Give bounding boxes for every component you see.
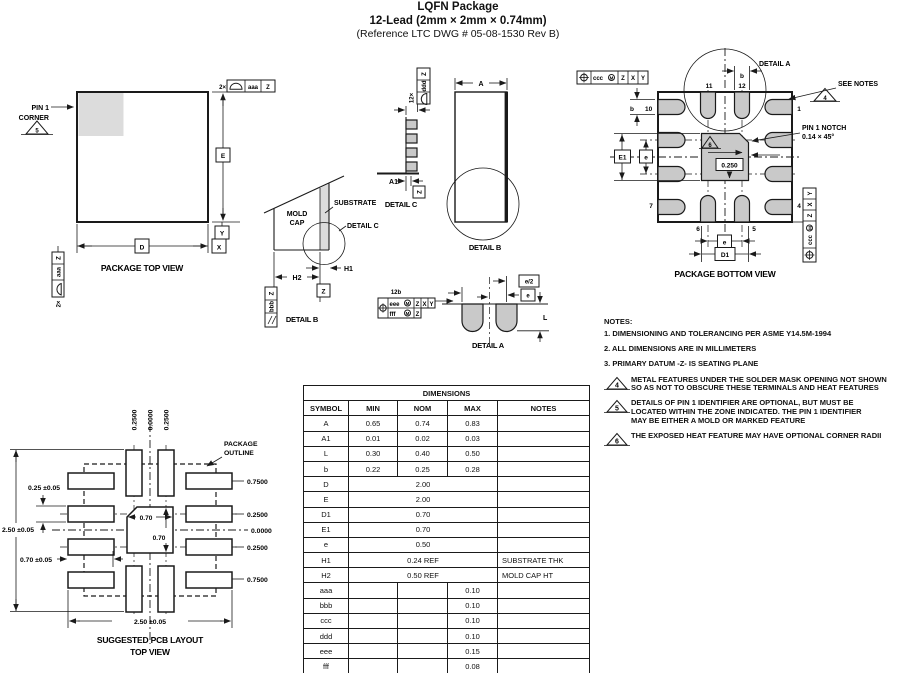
pcb-pad	[158, 450, 174, 496]
dim-L-label: L	[543, 315, 548, 322]
fcf-profile-aaa-top	[219, 80, 275, 92]
fcf-position-ccc-top	[577, 71, 648, 84]
dimensions-table	[303, 385, 590, 673]
table-cell	[498, 522, 590, 537]
datum-X-label: X	[216, 244, 222, 252]
table-cell: 0.03	[448, 431, 498, 446]
table-cell: 0.50	[448, 446, 498, 461]
detail-a-view	[378, 275, 549, 350]
table-cell	[398, 629, 448, 644]
terminal-pad-3	[765, 167, 792, 182]
table-cell: D	[304, 477, 349, 492]
table-row	[304, 416, 590, 431]
table-cell: 0.25	[398, 461, 448, 476]
fcf-profile-ddd	[410, 68, 431, 105]
fcf-tolerance: aaa	[247, 85, 259, 91]
dim-D-label: D	[139, 244, 145, 252]
table-cell: eee	[304, 644, 349, 659]
table-cell: A1	[304, 431, 349, 446]
terminal-pad	[496, 304, 517, 332]
table-cell	[398, 598, 448, 613]
table-cell: 0.10	[448, 583, 498, 598]
pin1-corner-shading	[79, 93, 124, 136]
terminal-pad-8	[658, 167, 685, 182]
overall-width-dim: 2.50 ±0.05	[133, 619, 167, 626]
fcf-parallel-bbb	[265, 287, 277, 327]
table-cell: 0.83	[448, 416, 498, 431]
table-cell: aaa	[304, 583, 349, 598]
mold-cap-label: CAP	[289, 220, 305, 227]
table-row	[304, 522, 590, 537]
fcf-datum: X	[630, 76, 636, 82]
table-cell: 0.22	[349, 461, 398, 476]
table-cell	[498, 644, 590, 659]
see-notes-label: SEE NOTES	[838, 81, 879, 88]
table-row	[304, 553, 590, 568]
table-row	[304, 537, 590, 552]
table-title: DIMENSIONS	[304, 386, 590, 401]
table-cell: SUBSTRATE THK	[498, 553, 590, 568]
note-text: 2. ALL DIMENSIONS ARE IN MILLIMETERS	[604, 344, 757, 354]
pin-number-1: 1	[797, 106, 801, 113]
table-cell: MOLD CAP HT	[498, 568, 590, 583]
table-cell	[498, 446, 590, 461]
dim-e-label: e	[526, 293, 530, 300]
detail-b-caption: DETAIL B	[285, 315, 319, 324]
pcb-pad	[186, 539, 232, 555]
dimensions-table-head	[304, 386, 590, 416]
table-cell: 0.10	[448, 629, 498, 644]
dim-0250-label: 0.250	[721, 162, 738, 170]
table-cell: 0.08	[448, 659, 498, 673]
terminal-pad	[462, 304, 483, 332]
detail-a-ref-label: DETAIL A	[759, 61, 791, 68]
dim-E-label: E	[220, 153, 226, 160]
svg-text:M: M	[609, 75, 614, 81]
table-cell: D1	[304, 507, 349, 522]
notes-heading: NOTES:	[604, 317, 633, 326]
terminal-pad-11	[701, 92, 716, 119]
terminal-pad-10	[658, 100, 685, 115]
table-row	[304, 446, 590, 461]
pcb-pad	[186, 473, 232, 489]
pcb-pad	[68, 473, 114, 489]
pin-number-11: 11	[705, 83, 713, 90]
table-cell: E	[304, 492, 349, 507]
table-cell: b	[304, 461, 349, 476]
package-size: 12-Lead (2mm × 2mm × 0.74mm)	[369, 14, 547, 27]
table-cell: 0.01	[349, 431, 398, 446]
table-cell	[398, 583, 448, 598]
terminal-pad-4	[765, 200, 792, 215]
table-cell: 0.02	[398, 431, 448, 446]
detail-b-caption: DETAIL B	[468, 243, 502, 252]
fcf-datum: Z	[415, 301, 420, 308]
pin-number-4: 4	[797, 203, 801, 210]
fcf-tolerance: ccc	[808, 234, 814, 246]
substrate-label: SUBSTRATE	[334, 200, 377, 207]
offset-label: 0.7500	[247, 479, 268, 486]
fcf-datum: Z	[621, 76, 625, 82]
detail-c-caption: DETAIL C	[384, 200, 418, 209]
table-cell: 0.30	[349, 446, 398, 461]
table-row	[304, 492, 590, 507]
pcb-pad	[158, 566, 174, 612]
table-cell	[498, 416, 590, 431]
pcb-pad	[126, 566, 142, 612]
drawing-reference: (Reference LTC DWG # 05-08-1530 Rev B)	[356, 28, 560, 40]
offset-label: 0.2500	[163, 409, 171, 431]
offset-label: 0.7500	[247, 577, 268, 584]
svg-text:5: 5	[615, 405, 619, 413]
package-top-view	[19, 80, 275, 307]
table-cell	[349, 629, 398, 644]
datum-Z-label: Z	[417, 190, 424, 194]
note-ref-number: 4	[823, 95, 827, 102]
table-cell	[498, 477, 590, 492]
center-pad-height-label: 0.70	[152, 535, 166, 542]
table-cell: H1	[304, 553, 349, 568]
side-profile-view	[447, 78, 519, 252]
table-cell	[349, 598, 398, 613]
svg-text:M: M	[405, 310, 410, 316]
offset-label: 0.2500	[247, 545, 268, 552]
fcf-datum: Z	[266, 85, 270, 91]
table-cell: 0.40	[398, 446, 448, 461]
package-outline-label: OUTLINE	[224, 450, 254, 457]
terminal-pad-9	[658, 133, 685, 148]
table-row	[304, 598, 590, 613]
table-cell: 0.50 REF	[349, 568, 498, 583]
table-cell	[398, 659, 448, 673]
table-cell: 0.74	[398, 416, 448, 431]
dim-A1-label: A1	[389, 179, 398, 186]
package-bottom-view	[577, 48, 878, 279]
fcf-tolerance: fff	[389, 311, 396, 318]
table-cell	[498, 461, 590, 476]
table-row	[304, 507, 590, 522]
pin-number-5: 5	[752, 226, 756, 233]
pcb-pad	[186, 572, 232, 588]
pin1-notch-size-label: 0.14 × 45°	[802, 134, 835, 141]
note-item	[604, 432, 916, 450]
detail-a-caption: DETAIL A	[471, 341, 505, 350]
fcf-tolerance: ccc	[593, 76, 604, 82]
fcf-datum: X	[422, 301, 427, 308]
fcf-datum: Z	[415, 311, 420, 318]
table-cell	[498, 431, 590, 446]
pcb-layout-caption: SUGGESTED PCB LAYOUT	[96, 635, 204, 645]
note-text: DETAILS OF PIN 1 IDENTIFIER ARE OPTIONAL, BUT MUST BE LOCATED WITHIN THE ZONE INDICATED. THE PIN 1 IDENTIFIER MAY BE EITHER A MOLD OR MARKED FEATURE	[631, 398, 862, 426]
table-cell	[349, 613, 398, 628]
pin-number-10: 10	[645, 106, 653, 113]
table-row	[304, 613, 590, 628]
table-cell	[498, 507, 590, 522]
datum-Z-label: Z	[321, 288, 326, 296]
table-row	[304, 659, 590, 673]
svg-text:M: M	[807, 226, 813, 230]
offset-label: 0.2500	[247, 512, 268, 519]
notes-section	[604, 318, 916, 456]
table-cell	[349, 644, 398, 659]
dim-e-label: e	[644, 154, 648, 162]
note-text: 3. PRIMARY DATUM -Z- IS SEATING PLANE	[604, 359, 759, 369]
table-row	[304, 583, 590, 598]
col-header-min: MIN	[349, 401, 398, 416]
pin1-corner-label: PIN 1	[31, 105, 49, 112]
fcf-count: 2×	[56, 300, 63, 308]
fcf-datum: X	[808, 202, 814, 207]
table-row	[304, 568, 590, 583]
side-view-mold-substrate	[264, 176, 379, 327]
table-cell: 0.50	[349, 537, 498, 552]
terminal-pad-5	[735, 196, 750, 223]
table-cell: ccc	[304, 613, 349, 628]
fcf-datum: Z	[808, 213, 814, 218]
fcf-tolerance: ddd	[422, 80, 428, 92]
table-cell	[398, 613, 448, 628]
package-outline-label: PACKAGE	[224, 441, 258, 448]
table-cell: 0.10	[448, 613, 498, 628]
detail-c-view	[377, 68, 430, 209]
table-cell: e	[304, 537, 349, 552]
note-ref-number: 6	[708, 143, 712, 149]
table-cell: E1	[304, 522, 349, 537]
table-cell: bbb	[304, 598, 349, 613]
mold-cap-label: MOLD	[286, 211, 308, 218]
fcf-tolerance: bbb	[269, 301, 276, 312]
fcf-datum: Y	[640, 76, 646, 82]
table-cell	[398, 644, 448, 659]
bottom-view-caption: PACKAGE BOTTOM VIEW	[674, 269, 776, 279]
fcf-position-eee-fff	[378, 290, 453, 318]
col-header-nom: NOM	[398, 401, 448, 416]
note-text: 1. DIMENSIONING AND TOLERANCING PER ASME Y14.5M-1994	[604, 328, 832, 338]
col-header-symbol: SYMBOL	[304, 401, 349, 416]
table-cell	[349, 583, 398, 598]
exposed-heat-pad	[702, 134, 749, 181]
table-row	[304, 644, 590, 659]
table-cell: 2.00	[349, 492, 498, 507]
note5-triangle-icon	[21, 121, 53, 135]
dimensions-table-body	[304, 416, 590, 673]
table-cell: 0.70	[349, 507, 498, 522]
pcb-layout-view	[2, 409, 272, 657]
fcf-datum: Y	[429, 301, 434, 308]
terminal-pad-1	[765, 100, 792, 115]
fcf-count: 12b	[390, 290, 402, 296]
fcf-profile-aaa-left	[52, 246, 64, 307]
dim-b-label: b	[740, 73, 744, 80]
table-cell	[498, 598, 590, 613]
table-row	[304, 431, 590, 446]
table-cell	[498, 492, 590, 507]
fcf-count: 12×	[409, 92, 416, 104]
pin1-notch-label: PIN 1 NOTCH	[802, 125, 847, 132]
note-item	[604, 376, 916, 394]
dim-e-label: e	[722, 239, 727, 247]
pad-length-dim: 0.70 ±0.05	[20, 557, 53, 564]
col-header-notes: NOTES	[498, 401, 590, 416]
table-cell: 0.28	[448, 461, 498, 476]
note-item	[604, 399, 916, 425]
note-triangle-icon	[604, 399, 631, 417]
fcf-datum: Z	[269, 291, 276, 296]
table-cell	[498, 537, 590, 552]
top-view-caption: PACKAGE TOP VIEW	[100, 263, 184, 273]
terminal-pad-6	[701, 196, 716, 223]
table-cell	[498, 629, 590, 644]
fcf-tolerance: aaa	[56, 266, 63, 278]
note-triangle-icon	[604, 376, 631, 394]
table-cell: 0.15	[448, 644, 498, 659]
pad-width-dim: 0.25 ±0.05	[28, 485, 61, 492]
svg-text:4: 4	[615, 382, 619, 390]
offset-label: 0.0000	[147, 409, 155, 431]
offset-label: 0.0000	[251, 528, 272, 535]
table-row	[304, 461, 590, 476]
note-text: THE EXPOSED HEAT FEATURE MAY HAVE OPTIONAL CORNER RADII	[631, 430, 882, 440]
fcf-tolerance: eee	[389, 301, 400, 308]
terminal-pad-7	[658, 200, 685, 215]
table-cell: 0.70	[349, 522, 498, 537]
note-ref-number: 5	[35, 128, 39, 135]
col-header-max: MAX	[448, 401, 498, 416]
table-cell: 0.65	[349, 416, 398, 431]
dim-D1-label: D1	[720, 252, 730, 259]
dim-E1-label: E1	[618, 154, 627, 162]
note-triangle-icon	[604, 432, 631, 450]
offset-label: 0.2500	[131, 409, 139, 431]
drawing-title	[0, 1, 916, 42]
pcb-pad	[126, 450, 142, 496]
datum-Y-label: Y	[219, 230, 225, 238]
table-cell: ddd	[304, 629, 349, 644]
dim-H1-label: H1	[344, 266, 353, 273]
notes-list	[604, 330, 916, 450]
pcb-layout-caption: TOP VIEW	[130, 647, 170, 657]
fcf-position-ccc-right	[792, 188, 816, 262]
fcf-datum: Y	[808, 191, 814, 196]
table-cell: L	[304, 446, 349, 461]
table-cell: 0.10	[448, 598, 498, 613]
overall-height-dim: 2.50 ±0.05	[2, 527, 35, 534]
table-cell	[498, 583, 590, 598]
pin1-corner-label: CORNER	[18, 115, 49, 122]
table-cell: A	[304, 416, 349, 431]
fcf-datum: Z	[56, 256, 63, 260]
pin-number-12: 12	[738, 83, 746, 90]
center-pad-width-label: 0.70	[139, 515, 153, 522]
dim-e2-label: e/2	[524, 279, 534, 286]
table-cell	[349, 659, 398, 673]
pcb-pad	[68, 539, 114, 555]
dim-b-label: b	[630, 106, 634, 113]
pin-number-7: 7	[649, 203, 653, 210]
terminal-pad-12	[735, 92, 750, 119]
pcb-pad	[186, 506, 232, 522]
svg-text:M: M	[405, 300, 410, 306]
pin-number-6: 6	[696, 226, 700, 233]
table-row	[304, 629, 590, 644]
dim-H2-label: H2	[292, 275, 302, 282]
table-cell	[498, 613, 590, 628]
pcb-pad	[68, 572, 114, 588]
table-cell: fff	[304, 659, 349, 673]
package-name: LQFN Package	[417, 1, 499, 13]
table-cell: 2.00	[349, 477, 498, 492]
fcf-datum: Z	[422, 72, 428, 76]
pcb-pad	[68, 506, 114, 522]
detail-c-ref-label: DETAIL C	[347, 223, 379, 230]
table-row	[304, 477, 590, 492]
note-text: METAL FEATURES UNDER THE SOLDER MASK OPENING NOT SHOWN SO AS NOT TO OBSCURE THESE TERMINALS AND HEAT FEATURES	[631, 374, 887, 393]
dim-A-label: A	[478, 81, 484, 88]
table-cell: H2	[304, 568, 349, 583]
fcf-count: 2×	[219, 85, 226, 91]
table-cell: 0.24 REF	[349, 553, 498, 568]
svg-text:6: 6	[615, 438, 619, 446]
table-cell	[498, 659, 590, 673]
